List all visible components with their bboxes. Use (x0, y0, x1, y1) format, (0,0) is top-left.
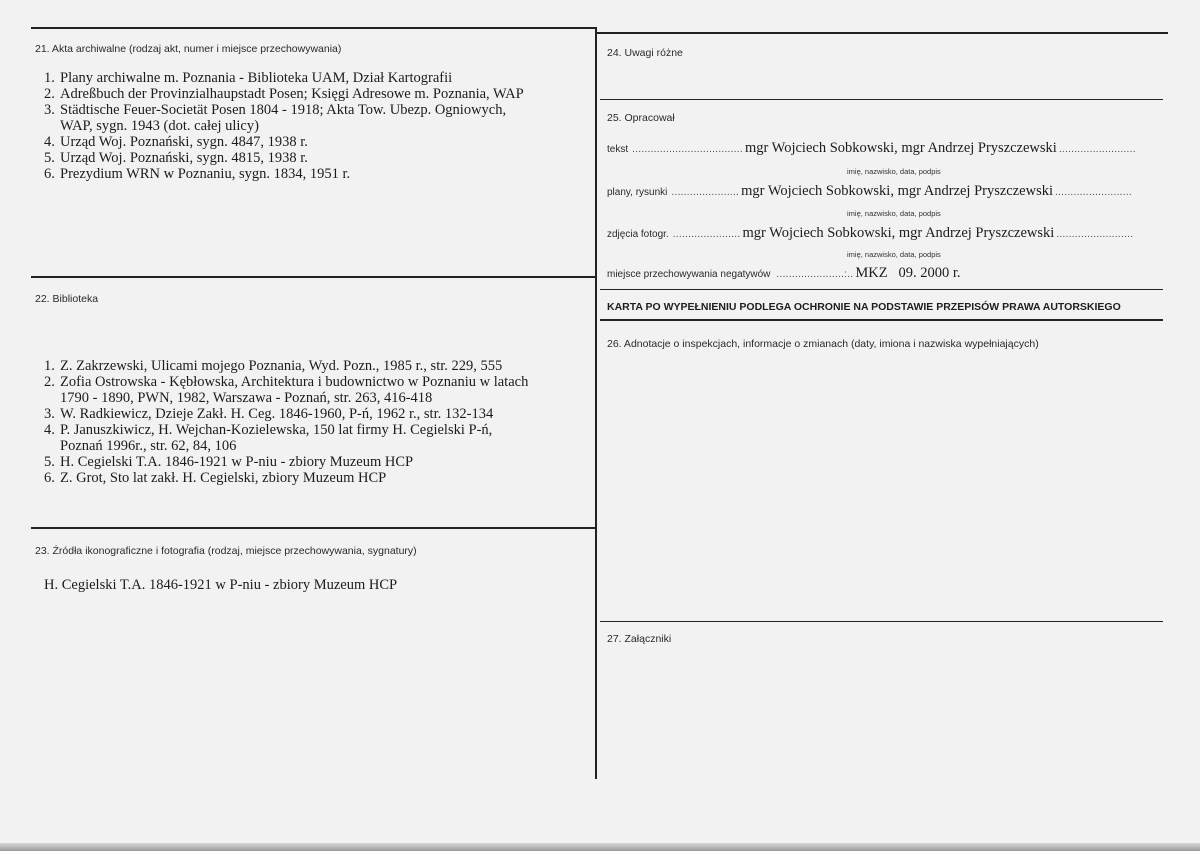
list-item: 4. P. Januszkiwicz, H. Wejchan-Kozielewska, 150 lat firmy H. Cegielski P-ń, Poznań 1996r., str. 62, 84, 106 (44, 422, 493, 454)
scan-bottom-edge (0, 843, 1200, 851)
row-label: plany, rysunki (607, 187, 668, 198)
dot-leader: ......................... (1055, 187, 1132, 198)
list-item: 3. Städtische Feuer-Societät Posen 1804 - 1918; Akta Tow. Ubezp. Ogniowych, WAP, sygn. 1943 (dot. całej ulicy) (44, 102, 507, 134)
list-item: 5. Urząd Woj. Poznański, sygn. 4815, 1938 r. (44, 150, 308, 166)
section-26-bottom-rule (600, 621, 1163, 622)
section-22-bottom-rule (31, 527, 597, 529)
section-25-notice-rule (600, 289, 1163, 290)
list-item: 4. Urząd Woj. Poznański, sygn. 4847, 1938 r. (44, 134, 308, 150)
section-24-bottom-rule (600, 99, 1163, 100)
dot-leader: ...................... (672, 229, 741, 240)
row-label: zdjęcia fotogr. (607, 229, 669, 240)
section-21-title: 21. Akta archiwalne (rodzaj akt, numer i miejsce przechowywania) (35, 43, 342, 55)
row-label: miejsce przechowywania negatywów (607, 269, 771, 280)
author-caption: imię, nazwisko, data, podpis (847, 167, 941, 176)
dot-leader: ...................... (671, 187, 740, 198)
dot-leader: ......................... (1056, 229, 1134, 240)
top-rule-left (31, 27, 597, 29)
list-item: 2. Adreßbuch der Provinzialhaupstadt Posen; Księgi Adresowe m. Poznania, WAP (44, 86, 524, 102)
negatives-value: MKZ 09. 2000 r. (855, 265, 961, 281)
section-23-text: H. Cegielski T.A. 1846-1921 w P-niu - zbiory Muzeum HCP (44, 577, 398, 593)
section-21-list (44, 70, 592, 182)
section-25-title: 25. Opracował (607, 112, 675, 124)
author-value: mgr Wojciech Sobkowski, mgr Andrzej Pryszczewski (741, 183, 1054, 199)
list-item: 3. W. Radkiewicz, Dzieje Zakł. H. Ceg. 1846-1960, P-ń, 1962 r., str. 132-134 (44, 406, 494, 422)
list-item: 6. Prezydium WRN w Poznaniu, sygn. 1834, 1951 r. (44, 166, 351, 182)
section-26-title: 26. Adnotacje o inspekcjach, informacje o zmianach (daty, imiona i nazwiska wypełniających) (607, 338, 1039, 350)
dot-leader: .................................... (632, 144, 743, 155)
section-24-title: 24. Uwagi różne (607, 47, 683, 59)
section-25-bottom-rule (600, 319, 1163, 321)
list-item: 2. Zofia Ostrowska - Kębłowska, Architektura i budownictwo w Poznaniu w latach 1790 - 1890, PWN, 1982, Warszawa - Poznań, str. 263, 416-418 (44, 374, 529, 406)
section-22-list (44, 358, 592, 486)
list-item: 6. Z. Grot, Sto lat zakł. H. Cegielski, zbiory Muzeum HCP (44, 470, 387, 486)
author-row-text (607, 140, 1136, 157)
list-item: 1. Plany archiwalne m. Poznania - Biblioteka UAM, Dział Kartografii (44, 70, 453, 86)
list-item: 1. Z. Zakrzewski, Ulicami mojego Poznania, Wyd. Pozn., 1985 r., str. 229, 555 (44, 358, 503, 374)
column-divider (595, 27, 597, 779)
author-value: mgr Wojciech Sobkowski, mgr Andrzej Pryszczewski (742, 225, 1055, 241)
dot-leader: ......................... (1058, 144, 1136, 155)
list-item: 5. H. Cegielski T.A. 1846-1921 w P-niu - zbiory Muzeum HCP (44, 454, 414, 470)
section-22-title: 22. Biblioteka (35, 293, 99, 305)
copyright-notice: KARTA PO WYPEŁNIENIU PODLEGA OCHRONIE NA PODSTAWIE PRZEPISÓW PRAWA AUTORSKIEGO (607, 301, 1121, 313)
section-21-bottom-rule (31, 276, 597, 278)
author-value: mgr Wojciech Sobkowski, mgr Andrzej Pryszczewski (744, 140, 1057, 156)
negatives-row (607, 265, 963, 282)
section-23-title: 23. Źródła ikonograficzne i fotografia (rodzaj, miejsce przechowywania, sygnatury) (35, 545, 417, 557)
author-row-plans (607, 183, 1132, 200)
author-row-photos (607, 225, 1133, 242)
section-27-title: 27. Załączniki (607, 633, 672, 645)
author-caption: imię, nazwisko, data, podpis (847, 209, 941, 218)
author-caption: imię, nazwisko, data, podpis (847, 250, 941, 259)
dot-leader: ......................:.. (776, 269, 854, 280)
row-label: tekst (607, 144, 629, 155)
top-rule-right (597, 32, 1168, 34)
